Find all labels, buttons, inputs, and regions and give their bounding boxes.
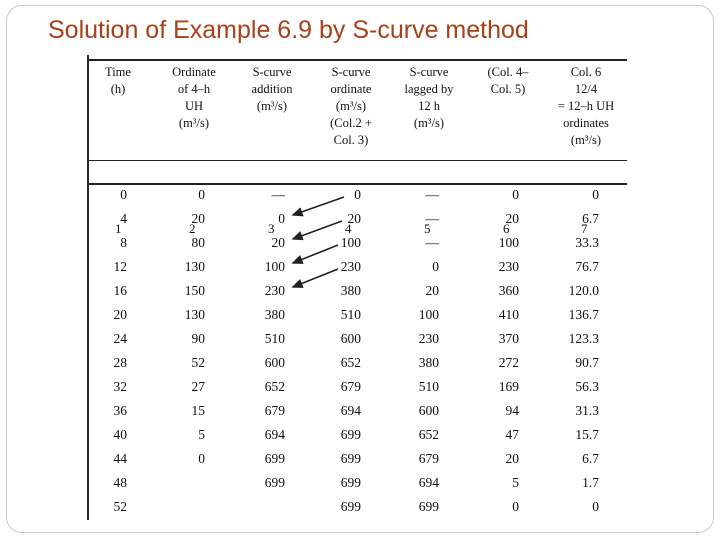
cell-12h-uh: 136.7 [568, 307, 599, 322]
col-number: 6 [503, 221, 510, 236]
cell-time: 16 [113, 283, 127, 298]
cell-time: 48 [113, 475, 127, 490]
header-scurve-addition: S-curve addition (m³/s) [251, 65, 293, 113]
cell-scurve-addition: 694 [264, 427, 285, 442]
cell-scurve-addition: 100 [264, 259, 285, 274]
cell-time: 0 [120, 187, 127, 202]
cell-12h-uh: 0 [592, 187, 599, 202]
carry-arrow [293, 269, 338, 287]
cell-time: 8 [120, 235, 127, 250]
cell-scurve-ordinate: 699 [340, 427, 361, 442]
cell-scurve-lagged: — [425, 235, 439, 250]
header-12h-uh: Col. 6 12/4 = 12–h UH ordinates (m³/s) [557, 65, 615, 147]
cell-difference: 100 [498, 235, 519, 250]
cell-12h-uh: 0 [592, 499, 599, 514]
cell-scurve-addition: 600 [264, 355, 285, 370]
col-number: 3 [268, 221, 275, 236]
cell-ordinate-4h: 15 [191, 403, 205, 418]
header-ordinate-4h-uh: Ordinate of 4–h UH (m³/s) [172, 65, 216, 130]
cell-scurve-lagged: 652 [418, 427, 439, 442]
cell-difference: 0 [512, 187, 519, 202]
cell-difference: 20 [505, 451, 519, 466]
cell-12h-uh: 6.7 [582, 211, 599, 226]
cell-difference: 360 [498, 283, 519, 298]
cell-12h-uh: 123.3 [568, 331, 599, 346]
cell-scurve-ordinate: 699 [340, 499, 361, 514]
cell-scurve-addition: 0 [278, 211, 285, 226]
cell-scurve-addition: 679 [264, 403, 285, 418]
cell-12h-uh: 1.7 [582, 475, 599, 490]
cell-scurve-lagged: 380 [418, 355, 439, 370]
cell-scurve-ordinate: 230 [340, 259, 361, 274]
header-scurve-ordinate: S-curve ordinate (m³/s) (Col.2 + Col. 3) [330, 65, 372, 147]
cell-scurve-ordinate: 699 [340, 475, 361, 490]
cell-scurve-ordinate: 380 [340, 283, 361, 298]
cell-ordinate-4h: 20 [191, 211, 205, 226]
carry-over-arrows [87, 55, 627, 520]
header-time: Time (h) [105, 65, 131, 96]
col-number: 5 [424, 221, 431, 236]
carry-arrow [293, 221, 342, 239]
col-number: 7 [581, 221, 588, 236]
cell-ordinate-4h: 27 [191, 379, 205, 394]
cell-scurve-addition: 230 [264, 283, 285, 298]
cell-scurve-lagged: 600 [418, 403, 439, 418]
cell-scurve-lagged: 694 [418, 475, 439, 490]
cell-scurve-ordinate: 510 [340, 307, 361, 322]
cell-scurve-ordinate: 100 [340, 235, 361, 250]
cell-scurve-addition: 699 [264, 475, 285, 490]
carry-arrow [293, 245, 338, 263]
cell-scurve-lagged: 510 [418, 379, 439, 394]
cell-scurve-ordinate: 0 [354, 187, 361, 202]
cell-12h-uh: 31.3 [575, 403, 599, 418]
cell-scurve-ordinate: 699 [340, 451, 361, 466]
cell-scurve-lagged: 230 [418, 331, 439, 346]
carry-arrow [293, 197, 344, 215]
cell-scurve-addition: 20 [271, 235, 285, 250]
cell-scurve-ordinate: 679 [340, 379, 361, 394]
cell-scurve-lagged: — [425, 211, 439, 226]
cell-ordinate-4h: 90 [191, 331, 205, 346]
cell-ordinate-4h: 80 [191, 235, 205, 250]
cell-scurve-lagged: — [425, 187, 439, 202]
cell-time: 32 [113, 379, 127, 394]
cell-scurve-addition: — [271, 187, 285, 202]
cell-difference: 370 [498, 331, 519, 346]
cell-12h-uh: 56.3 [575, 379, 599, 394]
cell-12h-uh: 90.7 [575, 355, 599, 370]
cell-scurve-ordinate: 694 [340, 403, 361, 418]
header-col4-minus-col5: (Col. 4– Col. 5) [487, 65, 529, 96]
cell-difference: 5 [512, 475, 519, 490]
cell-scurve-lagged: 0 [432, 259, 439, 274]
cell-difference: 272 [498, 355, 519, 370]
cell-scurve-ordinate: 20 [347, 211, 361, 226]
col-number: 4 [345, 221, 352, 236]
cell-difference: 47 [505, 427, 519, 442]
cell-12h-uh: 15.7 [575, 427, 599, 442]
cell-time: 52 [113, 499, 127, 514]
col-number: 2 [189, 221, 196, 236]
cell-difference: 0 [512, 499, 519, 514]
cell-difference: 94 [505, 403, 519, 418]
cell-time: 12 [113, 259, 127, 274]
cell-scurve-addition: 699 [264, 451, 285, 466]
header-scurve-lagged: S-curve lagged by 12 h (m³/s) [404, 65, 454, 130]
cell-difference: 20 [505, 211, 519, 226]
cell-time: 24 [113, 331, 127, 346]
cell-ordinate-4h: 150 [184, 283, 205, 298]
cell-ordinate-4h: 0 [198, 451, 205, 466]
cell-time: 28 [113, 355, 127, 370]
cell-time: 36 [113, 403, 127, 418]
cell-scurve-ordinate: 652 [340, 355, 361, 370]
cell-ordinate-4h: 0 [198, 187, 205, 202]
cell-scurve-addition: 652 [264, 379, 285, 394]
cell-scurve-addition: 510 [264, 331, 285, 346]
cell-scurve-lagged: 699 [418, 499, 439, 514]
cell-ordinate-4h: 130 [184, 259, 205, 274]
cell-scurve-lagged: 20 [425, 283, 439, 298]
scanned-table [87, 55, 627, 520]
cell-difference: 230 [498, 259, 519, 274]
cell-scurve-addition: 380 [264, 307, 285, 322]
cell-scurve-lagged: 100 [418, 307, 439, 322]
cell-time: 20 [113, 307, 127, 322]
cell-12h-uh: 120.0 [568, 283, 599, 298]
cell-ordinate-4h: 5 [198, 427, 205, 442]
cell-ordinate-4h: 52 [191, 355, 205, 370]
cell-ordinate-4h: 130 [184, 307, 205, 322]
cell-scurve-lagged: 679 [418, 451, 439, 466]
col-number: 1 [115, 221, 122, 236]
cell-12h-uh: 76.7 [575, 259, 599, 274]
cell-scurve-ordinate: 600 [340, 331, 361, 346]
cell-12h-uh: 33.3 [575, 235, 599, 250]
cell-difference: 169 [498, 379, 519, 394]
cell-time: 44 [113, 451, 127, 466]
slide-title: Solution of Example 6.9 by S-curve method [48, 16, 529, 44]
cell-time: 40 [113, 427, 127, 442]
cell-difference: 410 [498, 307, 519, 322]
cell-12h-uh: 6.7 [582, 451, 599, 466]
cell-time: 4 [120, 211, 127, 226]
